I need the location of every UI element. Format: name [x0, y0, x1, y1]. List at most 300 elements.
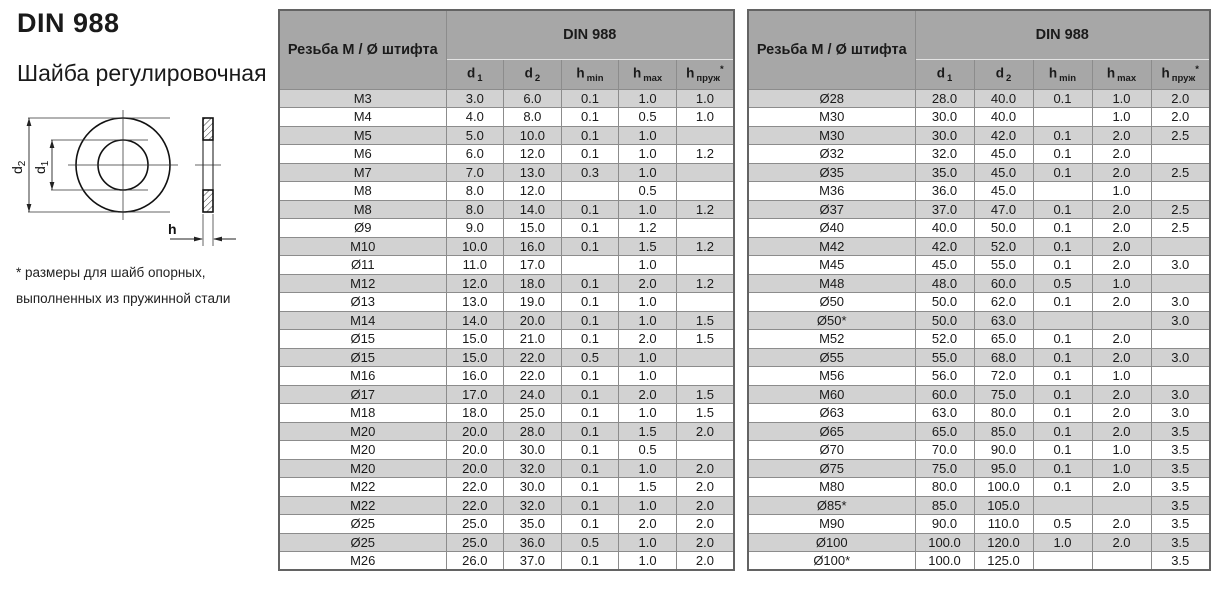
- table-cell: 1.0: [619, 256, 677, 275]
- table-cell: Ø28: [748, 89, 915, 108]
- table-cell: 1.0: [1092, 459, 1151, 478]
- table-cell: 2.0: [1092, 422, 1151, 441]
- table-cell: 16.0: [446, 367, 504, 386]
- table-cell: 0.1: [561, 330, 619, 349]
- table-cell: Ø25: [279, 515, 446, 534]
- table-cell: M26: [279, 552, 446, 571]
- table-cell: 25.0: [446, 533, 504, 552]
- table-cell: 1.5: [676, 385, 734, 404]
- table-row: [279, 367, 734, 386]
- table-row: [279, 330, 734, 349]
- footnote-line-1: * размеры для шайб опорных,: [16, 265, 206, 280]
- table-cell: [1033, 311, 1092, 330]
- table-cell: 22.0: [504, 367, 562, 386]
- table-cell: M14: [279, 311, 446, 330]
- table-cell: 1.0: [619, 459, 677, 478]
- table-cell: [561, 182, 619, 201]
- table-cell: M5: [279, 126, 446, 145]
- table-row: [279, 533, 734, 552]
- table-cell: 0.5: [619, 108, 677, 127]
- table-cell: 1.5: [676, 311, 734, 330]
- table-cell: M52: [748, 330, 915, 349]
- table-cell: M42: [748, 237, 915, 256]
- table-cell: 3.5: [1151, 459, 1210, 478]
- table-cell: 5.0: [446, 126, 504, 145]
- table-cell: 48.0: [915, 274, 974, 293]
- dimension-h: [168, 214, 236, 246]
- table-row: [279, 200, 734, 219]
- table-cell: 3.0: [1151, 256, 1210, 275]
- table-cell: 0.1: [561, 552, 619, 571]
- table-cell: M60: [748, 385, 915, 404]
- table-cell: 20.0: [504, 311, 562, 330]
- table-cell: 0.1: [1033, 441, 1092, 460]
- table-cell: 65.0: [974, 330, 1033, 349]
- table-cell: [676, 163, 734, 182]
- table-cell: 2.5: [1151, 163, 1210, 182]
- table-cell: 1.0: [619, 533, 677, 552]
- table-cell: 0.1: [561, 126, 619, 145]
- table-cell: 42.0: [915, 237, 974, 256]
- d1-label: $d_1$: [32, 160, 51, 174]
- table-cell: 0.1: [1033, 385, 1092, 404]
- table-cell: 11.0: [446, 256, 504, 275]
- table-cell: 3.0: [1151, 404, 1210, 423]
- table-cell: Ø55: [748, 348, 915, 367]
- table-cell: 30.0: [504, 441, 562, 460]
- table-cell: 0.1: [1033, 348, 1092, 367]
- table-row: [279, 256, 734, 275]
- table-cell: 2.0: [676, 478, 734, 497]
- table-cell: 0.1: [561, 200, 619, 219]
- table-cell: 3.5: [1151, 422, 1210, 441]
- table-cell: 0.1: [561, 237, 619, 256]
- table-cell: 1.2: [676, 237, 734, 256]
- table-row: [279, 89, 734, 108]
- table-cell: Ø50*: [748, 311, 915, 330]
- table-cell: 12.0: [504, 145, 562, 164]
- table-cell: 19.0: [504, 293, 562, 312]
- table-cell: [676, 219, 734, 238]
- table-cell: 3.5: [1151, 496, 1210, 515]
- table-cell: 1.0: [619, 552, 677, 571]
- table-row: [279, 404, 734, 423]
- table-row: [279, 182, 734, 201]
- table-row: [748, 367, 1210, 386]
- table-cell: 55.0: [974, 256, 1033, 275]
- table-cell: M45: [748, 256, 915, 275]
- table-cell: M22: [279, 496, 446, 515]
- table-row: [748, 404, 1210, 423]
- table-row: [279, 163, 734, 182]
- table-cell: 0.1: [561, 145, 619, 164]
- table-cell: 45.0: [974, 145, 1033, 164]
- table-row: [279, 348, 734, 367]
- table-cell: [1033, 552, 1092, 571]
- table-cell: 0.1: [561, 385, 619, 404]
- table-cell: 30.0: [504, 478, 562, 497]
- table-row: [748, 163, 1210, 182]
- table-cell: 15.0: [446, 330, 504, 349]
- table-cell: 1.2: [676, 200, 734, 219]
- table-cell: 8.0: [504, 108, 562, 127]
- table-cell: 2.0: [619, 515, 677, 534]
- table-cell: 47.0: [974, 200, 1033, 219]
- table-cell: 1.0: [676, 108, 734, 127]
- table-cell: 0.1: [561, 441, 619, 460]
- table-cell: 2.0: [676, 533, 734, 552]
- table-cell: 0.1: [561, 311, 619, 330]
- table-cell: 3.0: [446, 89, 504, 108]
- table-cell: [1151, 330, 1210, 349]
- col-header-h-max: h $_{max}$: [1092, 60, 1151, 89]
- table-cell: 14.0: [446, 311, 504, 330]
- table-cell: 1.0: [619, 367, 677, 386]
- table-cell: 2.0: [1092, 126, 1151, 145]
- table-cell: 0.5: [619, 441, 677, 460]
- table-cell: 13.0: [504, 163, 562, 182]
- table-cell: 2.0: [676, 422, 734, 441]
- table-cell: Ø13: [279, 293, 446, 312]
- table-cell: 2.0: [1092, 330, 1151, 349]
- table-cell: 16.0: [504, 237, 562, 256]
- table-cell: 95.0: [974, 459, 1033, 478]
- table-cell: 2.0: [1092, 256, 1151, 275]
- table-cell: Ø85*: [748, 496, 915, 515]
- table-cell: 30.0: [915, 108, 974, 127]
- table-row: [748, 89, 1210, 108]
- table-cell: 4.0: [446, 108, 504, 127]
- table-row: [748, 293, 1210, 312]
- table-cell: 1.0: [1092, 108, 1151, 127]
- table-cell: 0.5: [561, 533, 619, 552]
- table-cell: Ø9: [279, 219, 446, 238]
- table-cell: 37.0: [915, 200, 974, 219]
- table-cell: 75.0: [974, 385, 1033, 404]
- table-cell: M36: [748, 182, 915, 201]
- table-cell: 2.0: [1092, 293, 1151, 312]
- table-cell: Ø100: [748, 533, 915, 552]
- table-cell: 65.0: [915, 422, 974, 441]
- table-cell: 125.0: [974, 552, 1033, 571]
- table-cell: 0.1: [1033, 237, 1092, 256]
- table-cell: 1.0: [619, 200, 677, 219]
- table-row: [748, 182, 1210, 201]
- table-cell: 25.0: [504, 404, 562, 423]
- table-cell: Ø15: [279, 348, 446, 367]
- table-cell: M20: [279, 459, 446, 478]
- table-cell: 80.0: [974, 404, 1033, 423]
- table-cell: 1.0: [1092, 182, 1151, 201]
- table-cell: M16: [279, 367, 446, 386]
- din988-table-small-sizes: [278, 9, 735, 571]
- table-cell: 1.2: [676, 274, 734, 293]
- table-cell: 2.5: [1151, 126, 1210, 145]
- table-cell: 10.0: [504, 126, 562, 145]
- table-cell: 1.2: [619, 219, 677, 238]
- table-cell: 12.0: [446, 274, 504, 293]
- table-cell: 8.0: [446, 182, 504, 201]
- table-row: [279, 422, 734, 441]
- table-row: [748, 552, 1210, 571]
- table-cell: 20.0: [446, 422, 504, 441]
- table-cell: 1.0: [1092, 274, 1151, 293]
- col-group-header-din988: DIN 988: [915, 10, 1210, 60]
- table-row: [279, 145, 734, 164]
- table-cell: 80.0: [915, 478, 974, 497]
- col-header-h-spring: h $_{пруж}$*: [676, 60, 734, 89]
- table-cell: 0.1: [1033, 219, 1092, 238]
- table-cell: M30: [748, 126, 915, 145]
- table-cell: 28.0: [504, 422, 562, 441]
- table-cell: 15.0: [446, 348, 504, 367]
- table-cell: M6: [279, 145, 446, 164]
- table-cell: 40.0: [915, 219, 974, 238]
- table-cell: 24.0: [504, 385, 562, 404]
- table-cell: 0.1: [1033, 478, 1092, 497]
- table-row: [748, 219, 1210, 238]
- table-row: [748, 478, 1210, 497]
- table-cell: 85.0: [915, 496, 974, 515]
- col-header-h-min: h $_{min}$: [561, 60, 619, 89]
- table-row: [748, 348, 1210, 367]
- table-cell: Ø50: [748, 293, 915, 312]
- table-cell: 0.1: [1033, 145, 1092, 164]
- table-cell: 0.1: [561, 422, 619, 441]
- table-cell: M20: [279, 422, 446, 441]
- table-cell: M22: [279, 478, 446, 497]
- left-panel: [0, 0, 278, 609]
- table-cell: Ø35: [748, 163, 915, 182]
- table-cell: 110.0: [974, 515, 1033, 534]
- table-cell: 1.0: [619, 126, 677, 145]
- washer-technical-drawing: [0, 100, 260, 260]
- table-cell: [1033, 496, 1092, 515]
- table-cell: 2.0: [1092, 348, 1151, 367]
- table-cell: 3.0: [1151, 311, 1210, 330]
- table-cell: Ø70: [748, 441, 915, 460]
- table-cell: 22.0: [446, 478, 504, 497]
- table-cell: 2.0: [1092, 219, 1151, 238]
- table-row: [279, 126, 734, 145]
- table-cell: 42.0: [974, 126, 1033, 145]
- table-cell: 1.0: [619, 145, 677, 164]
- table-row: [279, 552, 734, 571]
- table-cell: M18: [279, 404, 446, 423]
- table-cell: 2.0: [1092, 385, 1151, 404]
- table-cell: 6.0: [446, 145, 504, 164]
- table-cell: 6.0: [504, 89, 562, 108]
- table-row: [748, 145, 1210, 164]
- table-cell: 45.0: [915, 256, 974, 275]
- din988-table-large-sizes: [747, 9, 1211, 571]
- table-cell: 2.0: [1092, 237, 1151, 256]
- table-cell: Ø63: [748, 404, 915, 423]
- table-cell: 26.0: [446, 552, 504, 571]
- table-cell: [676, 256, 734, 275]
- table-cell: 18.0: [504, 274, 562, 293]
- table-cell: 2.0: [619, 385, 677, 404]
- table-cell: Ø40: [748, 219, 915, 238]
- table-row: [748, 330, 1210, 349]
- table-cell: [1092, 552, 1151, 571]
- d2-label: $d_2$: [9, 160, 28, 174]
- table-cell: 22.0: [504, 348, 562, 367]
- table-cell: 2.0: [1151, 108, 1210, 127]
- table-cell: 60.0: [974, 274, 1033, 293]
- table-cell: 52.0: [974, 237, 1033, 256]
- table-cell: 0.1: [561, 459, 619, 478]
- table-cell: 1.0: [1033, 533, 1092, 552]
- washer-side-view: [195, 118, 221, 212]
- table-cell: 0.1: [1033, 256, 1092, 275]
- footnote-line-2: выполненных из пружинной стали: [16, 291, 231, 306]
- table-cell: 21.0: [504, 330, 562, 349]
- table-cell: 15.0: [504, 219, 562, 238]
- table-row: [748, 200, 1210, 219]
- table-cell: 3.5: [1151, 441, 1210, 460]
- table-cell: M8: [279, 182, 446, 201]
- table-cell: 2.0: [1092, 515, 1151, 534]
- table-cell: 0.5: [1033, 274, 1092, 293]
- table-cell: 3.5: [1151, 533, 1210, 552]
- col-header-d2: d $_2$: [974, 60, 1033, 89]
- table-cell: 32.0: [504, 459, 562, 478]
- table-cell: 50.0: [915, 293, 974, 312]
- table-row: [748, 108, 1210, 127]
- table-cell: 0.1: [561, 367, 619, 386]
- table-cell: 1.0: [619, 348, 677, 367]
- table-cell: 17.0: [504, 256, 562, 275]
- table-cell: 100.0: [974, 478, 1033, 497]
- col-header-d1: d $_1$: [446, 60, 504, 89]
- table-cell: 0.1: [1033, 367, 1092, 386]
- table-cell: 72.0: [974, 367, 1033, 386]
- table-cell: 32.0: [504, 496, 562, 515]
- table-cell: 20.0: [446, 459, 504, 478]
- table-cell: 2.0: [1092, 478, 1151, 497]
- table-row: [279, 219, 734, 238]
- table-cell: 60.0: [915, 385, 974, 404]
- table-cell: 0.1: [1033, 126, 1092, 145]
- table-cell: 30.0: [915, 126, 974, 145]
- table-cell: M10: [279, 237, 446, 256]
- table-row: [748, 533, 1210, 552]
- table-row: [279, 293, 734, 312]
- table-row: [748, 274, 1210, 293]
- table-cell: [1151, 274, 1210, 293]
- table-cell: 0.1: [1033, 89, 1092, 108]
- table-cell: 1.0: [1092, 89, 1151, 108]
- table-cell: 0.1: [1033, 459, 1092, 478]
- table-cell: M80: [748, 478, 915, 497]
- table-row: [279, 496, 734, 515]
- table-cell: 0.1: [1033, 163, 1092, 182]
- table-row: [279, 311, 734, 330]
- table-cell: 0.1: [561, 404, 619, 423]
- table-cell: 2.0: [1092, 200, 1151, 219]
- table-cell: 0.1: [561, 274, 619, 293]
- table-cell: 90.0: [915, 515, 974, 534]
- table-cell: 0.5: [619, 182, 677, 201]
- table-cell: 37.0: [504, 552, 562, 571]
- table-row: [279, 515, 734, 534]
- table-cell: Ø32: [748, 145, 915, 164]
- table-cell: 0.3: [561, 163, 619, 182]
- page-subtitle: Шайба регулировочная: [17, 60, 267, 86]
- col-header-thread-diameter: Резьба М / Ø штифта: [279, 10, 446, 89]
- table-cell: [676, 182, 734, 201]
- table-cell: M8: [279, 200, 446, 219]
- table-cell: 7.0: [446, 163, 504, 182]
- table-cell: 12.0: [504, 182, 562, 201]
- table-cell: 0.5: [561, 348, 619, 367]
- table-cell: M3: [279, 89, 446, 108]
- table-cell: 100.0: [915, 552, 974, 571]
- table-row: [748, 496, 1210, 515]
- table-cell: 2.0: [1092, 533, 1151, 552]
- table-cell: 20.0: [446, 441, 504, 460]
- table-cell: [561, 256, 619, 275]
- table-cell: 40.0: [974, 108, 1033, 127]
- table-cell: [1033, 182, 1092, 201]
- table-cell: 0.1: [561, 108, 619, 127]
- footnote: [16, 260, 230, 312]
- table-cell: 14.0: [504, 200, 562, 219]
- table-cell: 0.1: [561, 219, 619, 238]
- table-row: [748, 126, 1210, 145]
- table-cell: 3.5: [1151, 515, 1210, 534]
- table-cell: [676, 126, 734, 145]
- table-cell: 22.0: [446, 496, 504, 515]
- table-cell: Ø37: [748, 200, 915, 219]
- table-cell: 85.0: [974, 422, 1033, 441]
- table-cell: 1.0: [1092, 441, 1151, 460]
- table-row: [748, 422, 1210, 441]
- table-cell: 105.0: [974, 496, 1033, 515]
- table-cell: 1.0: [676, 89, 734, 108]
- table-cell: [676, 441, 734, 460]
- table-cell: 36.0: [915, 182, 974, 201]
- col-header-thread-diameter: Резьба М / Ø штифта: [748, 10, 915, 89]
- table-row: [748, 515, 1210, 534]
- col-header-d1: d $_1$: [915, 60, 974, 89]
- table-cell: 25.0: [446, 515, 504, 534]
- table-cell: 13.0: [446, 293, 504, 312]
- table-row: [279, 441, 734, 460]
- table-cell: 1.0: [619, 496, 677, 515]
- table-cell: 1.0: [619, 89, 677, 108]
- table-cell: 35.0: [915, 163, 974, 182]
- table-cell: M30: [748, 108, 915, 127]
- table-cell: Ø17: [279, 385, 446, 404]
- table-cell: 1.0: [619, 311, 677, 330]
- table-cell: M20: [279, 441, 446, 460]
- col-header-h-max: h $_{max}$: [619, 60, 677, 89]
- table-cell: M48: [748, 274, 915, 293]
- table-cell: 50.0: [915, 311, 974, 330]
- table-cell: 2.0: [676, 496, 734, 515]
- table-cell: 56.0: [915, 367, 974, 386]
- table-cell: [676, 348, 734, 367]
- table-cell: 2.0: [676, 459, 734, 478]
- table-cell: 3.0: [1151, 385, 1210, 404]
- table-cell: 75.0: [915, 459, 974, 478]
- table-cell: [1151, 367, 1210, 386]
- table-cell: [676, 293, 734, 312]
- table-cell: 17.0: [446, 385, 504, 404]
- table-cell: 35.0: [504, 515, 562, 534]
